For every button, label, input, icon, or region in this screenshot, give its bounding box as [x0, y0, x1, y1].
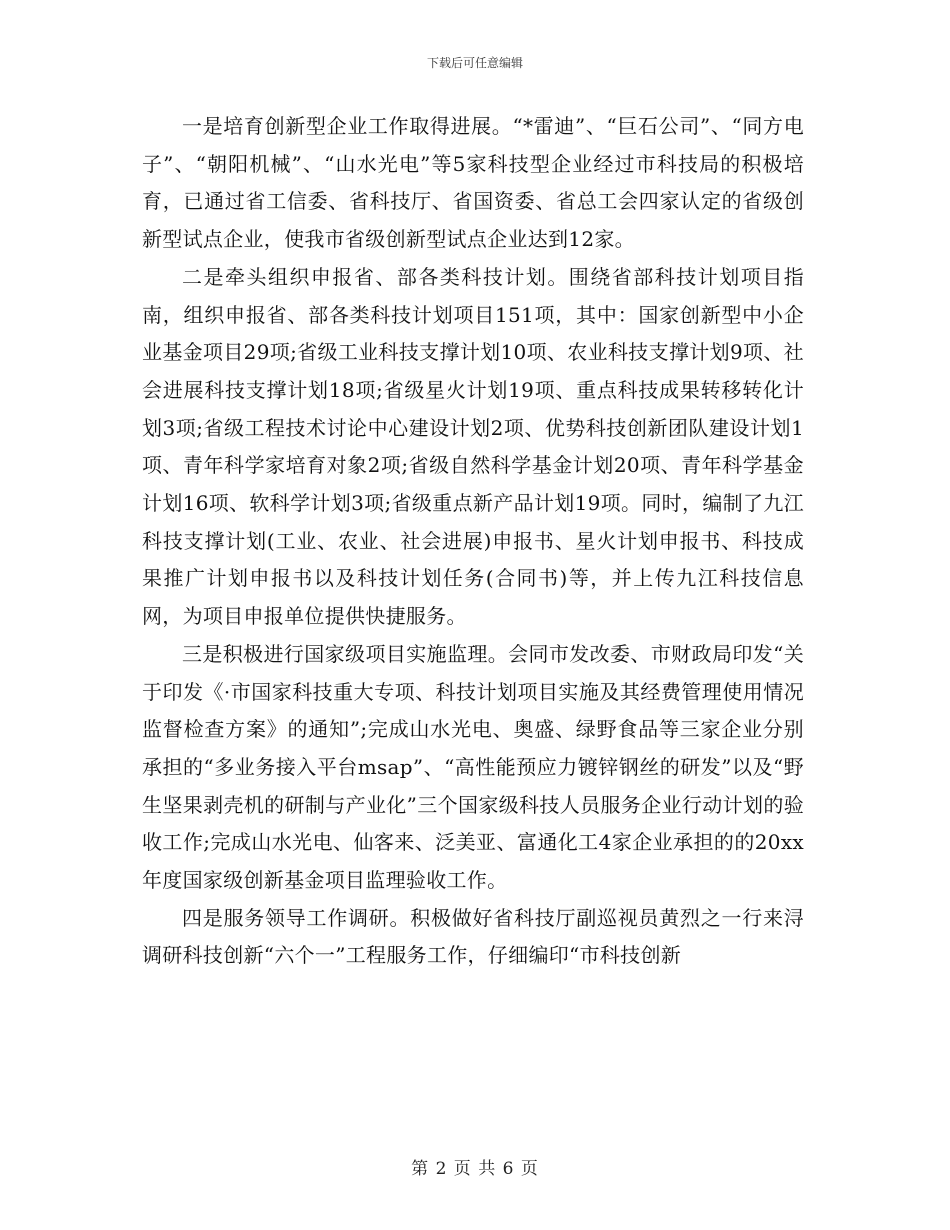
- document-body: [142, 108, 804, 975]
- paragraph-4: 四是服务领导工作调研。积极做好省科技厅副巡视员黄烈之一行来浔调研科技创新“六个一”工程服务工作，仔细编印“市科技创新: [142, 905, 804, 968]
- page-footer: 第 2 页 共 6 页: [411, 1159, 539, 1179]
- paragraph-1: 一是培育创新型企业工作取得进展。“*雷迪”、“巨石公司”、“同方电子”、“朝阳机械”、“山水光电”等5家科技型企业经过市科技局的积极培育，已通过省工信委、省科技厅、省国资委、省总工会四家认定的省级创新型试点企业，使我市省级创新型试点企业达到12家。: [142, 114, 804, 252]
- paragraph-2: 二是牵头组织申报省、部各类科技计划。围绕省部科技计划项目指南，组织申报省、部各类科技计划项目151项，其中：国家创新型中小企业基金项目29项;省级工业科技支撑计划10项、农业科技支撑计划9项、社会进展科技支撑计划18项;省级星火计划19项、重点科技成果转移转化计划3项;省级工程技术讨论中心建设计划2项、优势科技创新团队建设计划1项、青年科学家培育对象2项;省级自然科学基金计划20项、青年科学基金计划16项、软科学计划3项;省级重点新产品计划19项。同时，编制了九江科技支撑计划(工业、农业、社会进展)申报书、星火计划申报书、科技成果推广计划申报书以及科技计划任务(合同书)等，并上传九江科技信息网，为项目申报单位提供快捷服务。: [142, 264, 804, 629]
- paragraph-3: 三是积极进行国家级项目实施监理。会同市发改委、市财政局印发“关于印发《·市国家科技重大专项、科技计划项目实施及其经费管理使用情况监督检查方案》的通知”;完成山水光电、奥盛、绿野食品等三家企业分别承担的“多业务接入平台msap”、“高性能预应力镀锌钢丝的研发”以及“野生坚果剥壳机的研制与产业化”三个国家级科技人员服务企业行动计划的验收工作;完成山水光电、仙客来、泛美亚、富通化工4家企业承担的的20xx年度国家级创新基金项目监理验收工作。: [142, 641, 804, 893]
- page-header: 下载后可任意编辑: [426, 56, 523, 70]
